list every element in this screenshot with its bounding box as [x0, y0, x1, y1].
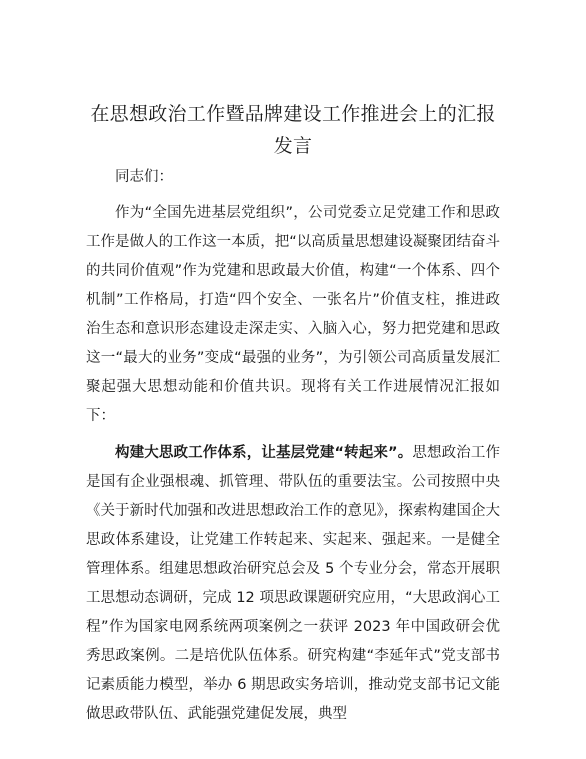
paragraph-system-text: 思想政治工作是国有企业强根魂、抓管理、带队伍的重要法宝。公司按照中央《关于新时代加强和改进思想政治工作的意见》，探索构建国企大思政体系建设，让党建工作转起来、实起来、强起来。一是健全管理体系。组建思想政治研究总会及 5 个专业分会，常态开展职工思想动态调研，完成 12 项思政课题研究应用，“大思政润心工程”作为国家电网系统两项案例之一获评 2023 年中国政研会优秀思政案例。二是培优队伍体系。研究构建“李延年式”党支部书记素质能力模型，举办 6 期思政实务培训，推动党支部书记文能做思政带队伍、武能强党建促发展，典型: [86, 445, 501, 722]
paragraph-system: [86, 439, 500, 729]
paragraph-intro-text: 作为“全国先进基层党组织”，公司党委立足党建工作和思政工作是做人的工作这一本质，把“以高质量思想建设凝聚团结奋斗的共同价值观”作为党建和思政最大价值，构建“一个体系、四个机制”工作格局，打造“四个安全、一张名片”价值支柱，推进政治生态和意识形态建设走深走实、入脑入心，努力把党建和思政这一“最大的业务”变成“最强的业务”，为引领公司高质量发展汇聚起强大思想动能和价值共识。现将有关工作进展情况汇报如下：: [86, 205, 500, 424]
paragraph-intro: [86, 199, 500, 431]
document-body: [86, 163, 500, 737]
document-title: 在思想政治工作暨品牌建设工作推进会上的汇报发言: [90, 103, 496, 157]
paragraph-system-lead: 构建大思政工作体系，让基层党建“转起来”。: [115, 445, 413, 461]
salutation: 同志们：: [115, 169, 173, 185]
